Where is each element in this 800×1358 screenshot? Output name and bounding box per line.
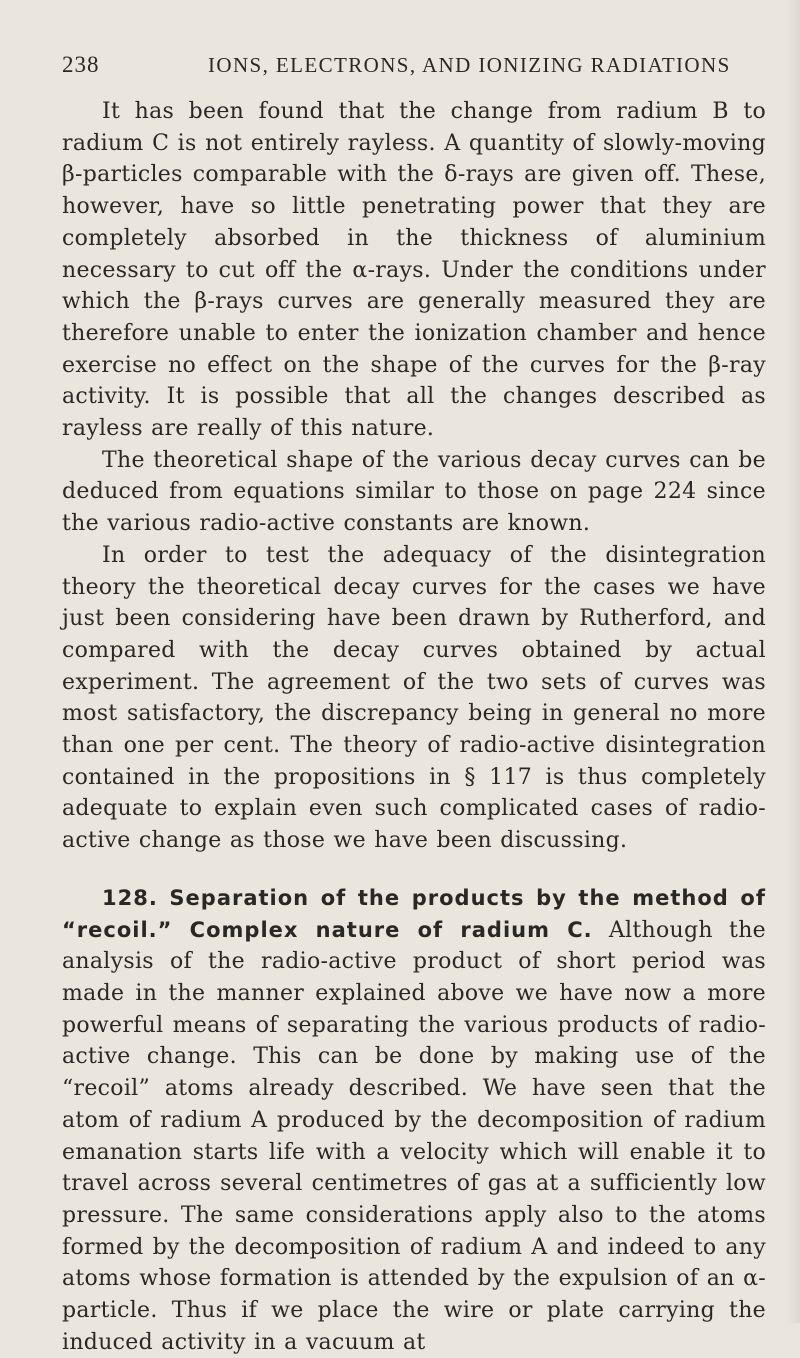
paragraph-radium-b-to-c: It has been found that the change from radium B to radium C is not entirely rayless. A quantity of slowly-moving β-particles comparable with the δ-rays are given off. These, however, have so little penetrating power that they are completely absorbed in the thickness of aluminium necessary to cut off the α-rays. Under the conditions under which the β-rays curves are generally measured they are therefore unable to enter the ionization chamber and hence exercise no effect on the shape of the curves for the β-ray activity. It is possible that all the changes described as rayless are really of this nature. [62,99,766,442]
section-body: Although the analysis of the radio-active product of short period was made in the manner explained above we have now a more powerful means of separating the various products of radio-active change. This can be done by making use of the “recoil” atoms already described. We have seen that the atom of radium A produced by the decomposition of radium emanation starts life with a velocity which will enable it to travel across several centimetres of gas at a sufficiently low pressure. The same considerations apply also to the atoms formed by the decomposition of radium A and indeed to any atoms whose formation is attended by the expulsion of an α-particle. Thus if we place the wire or plate carrying the induced activity in a vacuum at [62,917,766,1355]
page-edge-shadow [786,0,800,1323]
running-head [62,52,766,96]
paragraph-disintegration-test: In order to test the adequacy of the disintegration theory the theoretical decay curves for the cases we have just been considering have been drawn by Rutherford, and compared with the decay curves obtained by actual experiment. The agreement of the two sets of curves was most satisfactory, the discrepancy being in general no more than one per cent. The theory of radio-active disintegration contained in the propositions in § 117 is thus completely adequate to explain even such complicated cases of radio-active change as those we have been discussing. [62,542,766,854]
book-page [62,52,766,1358]
paragraph-theoretical-shape: The theoretical shape of the various decay curves can be deduced from equations similar to those on page 224 since the various radio-active constants are known. [62,447,766,537]
running-title: IONS, ELECTRONS, AND IONIZING RADIATIONS [208,53,731,77]
section-heading: 128. Separation of the products by the method of “recoil.” Complex nature of radium C. [62,885,766,942]
section-128 [62,883,766,1358]
page-number: 238 [62,52,100,77]
